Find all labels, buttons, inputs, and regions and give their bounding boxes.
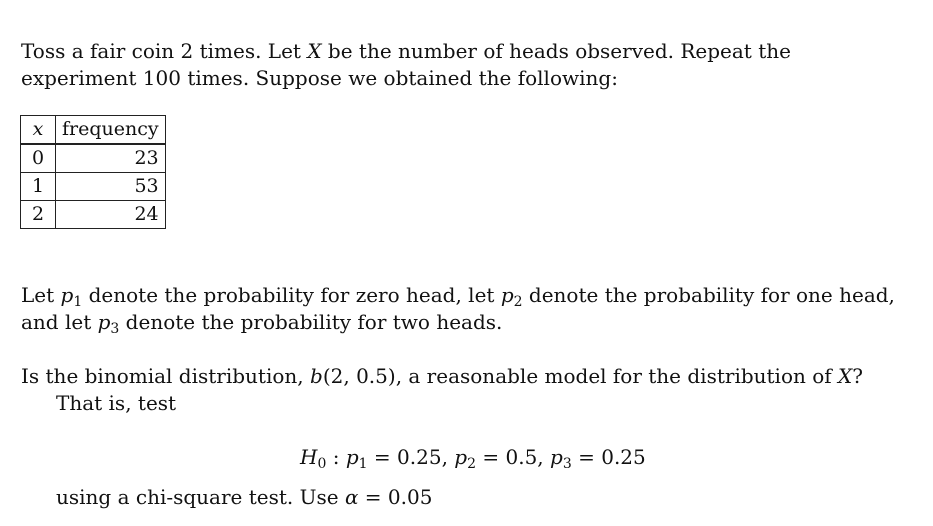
p2-symbol: p [500,283,514,307]
table-header-row [21,116,166,145]
cell-frequency: 23 [56,144,166,173]
p1-symbol: p [60,283,74,307]
variable-x: X [307,39,322,63]
header-frequency: frequency [56,116,166,145]
probability-definitions: Let $p_1$ denote the probability for zero head, let $p_2$ denote the probability for one head, and let $p_3$ denote the probability for two heads. [21,283,895,337]
cell-x: 2 [21,201,56,229]
that-is-text: That is, test [56,391,177,415]
header-x: x [21,116,56,145]
test-instructions: using a chi-square test. Use α = 0.05 [56,485,433,509]
table-row [21,201,166,229]
problem-intro [21,38,911,92]
intro-text: Toss a fair coin 2 times. Let [21,39,308,63]
table-row [21,144,166,173]
alpha-symbol: α [344,485,359,509]
p3-symbol: p [97,310,111,334]
cell-x: 0 [21,144,56,173]
cell-x: 1 [21,173,56,201]
question-text: Is the binomial distribution, b(2, 0.5), a reasonable model for the distribution of X? [21,364,864,388]
table-row [21,173,166,201]
binomial-symbol: b [310,364,323,388]
cell-frequency: 53 [56,173,166,201]
frequency-table [20,115,166,229]
null-hypothesis: $H_0$ : $p_1 = 0.25$, $p_2 = 0.5$, $p_3 = 0.25$ [300,445,646,472]
cell-frequency: 24 [56,201,166,229]
intro-text-cont: be the number of heads observed. Repeat the experiment 100 times. Suppose we obtained the following: [21,39,791,90]
